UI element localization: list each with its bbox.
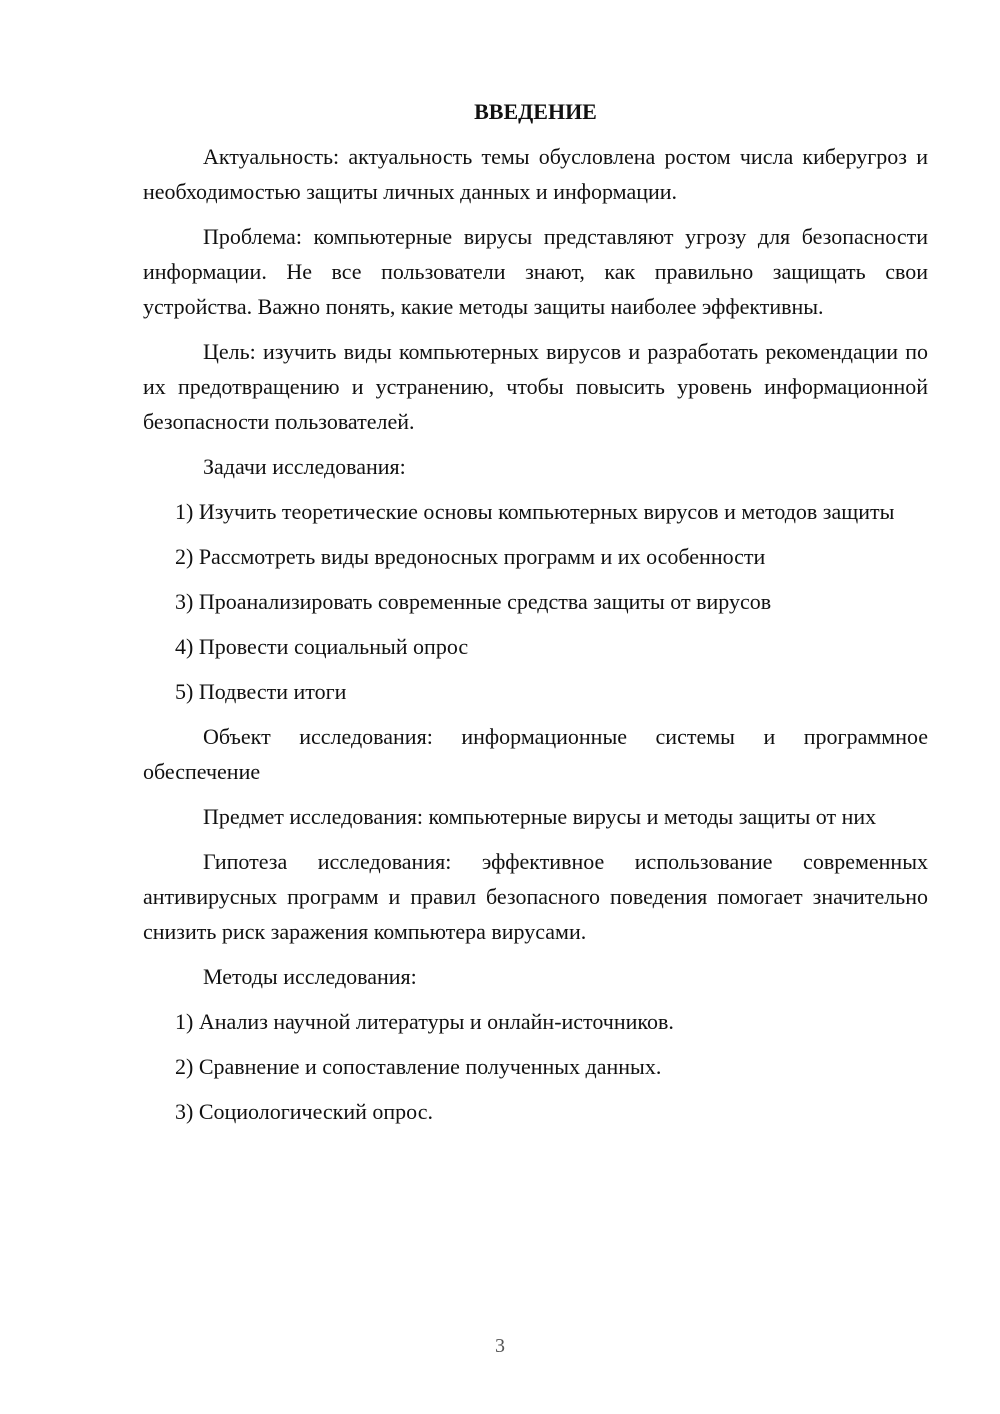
goal-paragraph: Цель: изучить виды компьютерных вирусов и разработать рекомендации по их предотвращению и устранению, чтобы повысить уровень информационной безопасности пользователей. (143, 339, 928, 434)
task-item-2: 2) Рассмотреть виды вредоносных программ и их особенности (175, 544, 766, 569)
method-item-3: 3) Социологический опрос. (175, 1099, 433, 1124)
page-number: 3 (495, 1335, 505, 1357)
page-title: ВВЕДЕНИЕ (474, 99, 597, 124)
task-item-3: 3) Проанализировать современные средства защиты от вирусов (175, 589, 772, 614)
hypothesis-paragraph: Гипотеза исследования: эффективное использование современных антивирусных программ и правил безопасного поведения помогает значительно снизить риск заражения компьютера вирусами. (143, 849, 928, 944)
method-item-1: 1) Анализ научной литературы и онлайн-источников. (175, 1009, 674, 1034)
research-object-paragraph: Объект исследования: информационные системы и программное обеспечение (143, 724, 928, 784)
page-content (143, 94, 928, 1139)
methods-heading: Методы исследования: (203, 964, 417, 989)
task-item-4: 4) Провести социальный опрос (175, 634, 469, 659)
task-item-1: 1) Изучить теоретические основы компьютерных вирусов и методов защиты (175, 499, 895, 524)
method-item-2: 2) Сравнение и сопоставление полученных данных. (175, 1054, 662, 1079)
relevance-paragraph: Актуальность: актуальность темы обусловлена ростом числа киберугроз и необходимостью защиты личных данных и информации. (143, 144, 928, 204)
task-item-5: 5) Подвести итоги (175, 679, 347, 704)
research-subject-paragraph: Предмет исследования: компьютерные вирусы и методы защиты от них (203, 804, 877, 829)
problem-paragraph: Проблема: компьютерные вирусы представляют угрозу для безопасности информации. Не все пользователи знают, как правильно защищать свои устройства. Важно понять, какие методы защиты наиболее эффективны. (143, 224, 928, 319)
tasks-heading: Задачи исследования: (203, 454, 406, 479)
